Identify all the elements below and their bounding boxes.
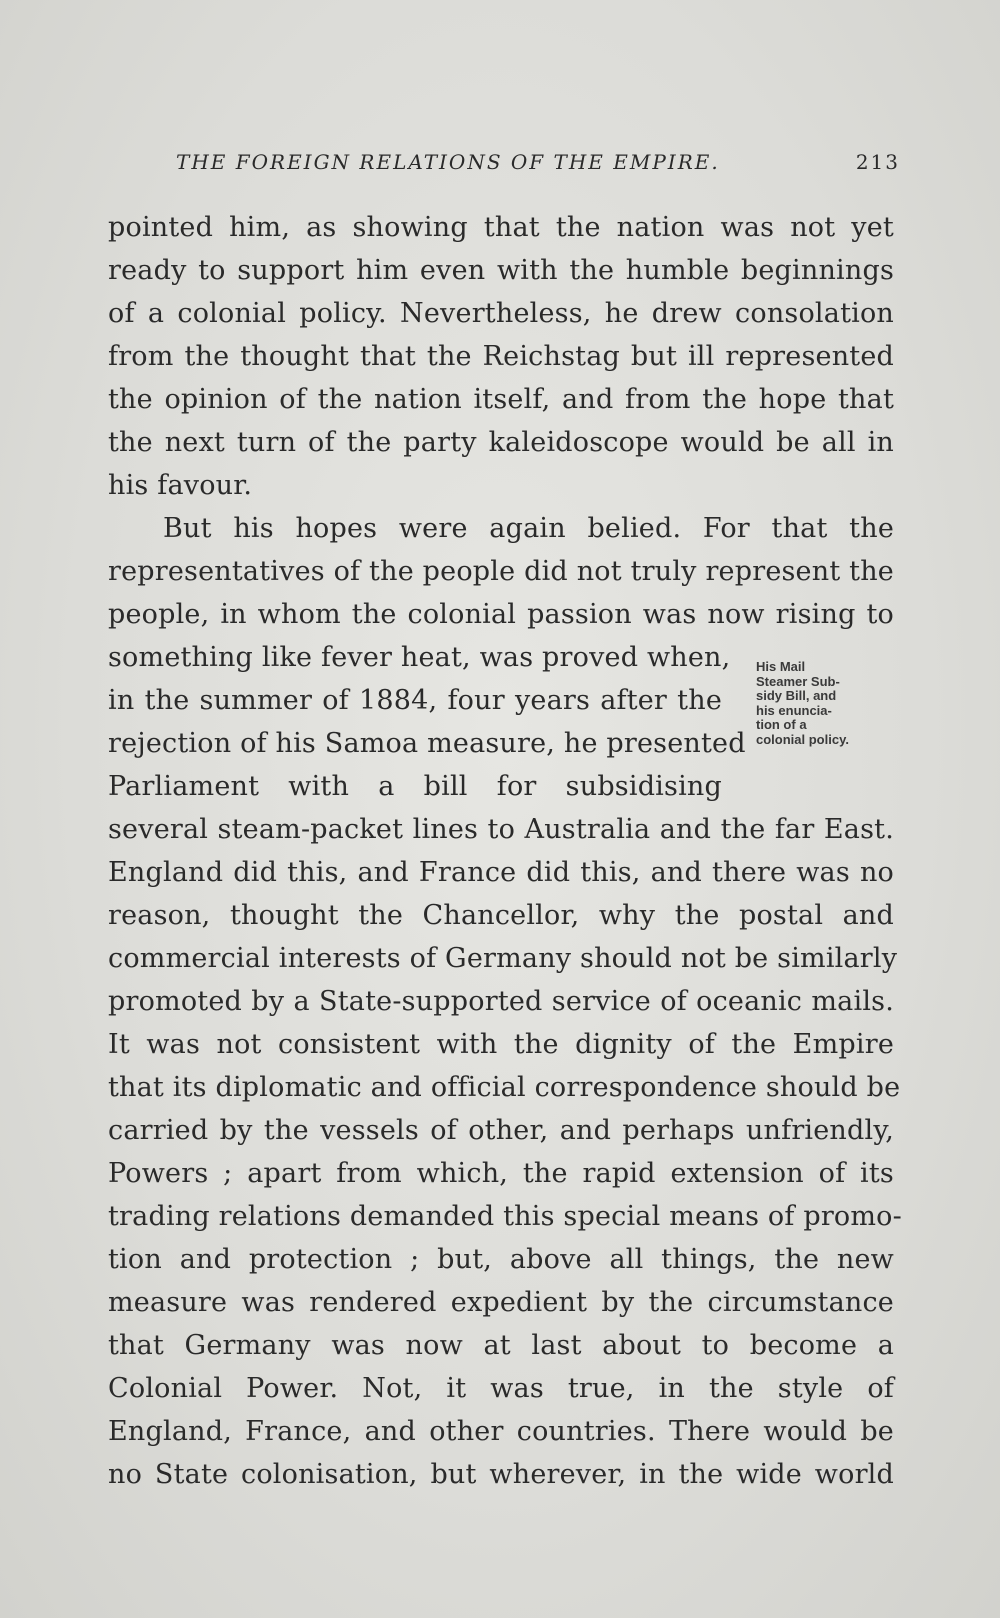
text-line: Powers ; apart from which, the rapid extension of its: [108, 1158, 894, 1189]
marginal-note-line: tion of a: [756, 717, 807, 732]
text-line: the opinion of the nation itself, and from the hope that: [108, 384, 894, 415]
text-line: something like fever heat, was proved when,: [108, 642, 731, 673]
text-line: It was not consistent with the dignity of the Empire: [108, 1029, 894, 1060]
text-line: the next turn of the party kaleidoscope would be all in: [108, 427, 894, 458]
running-head-title: THE FOREIGN RELATIONS OF THE EMPIRE.: [176, 150, 720, 174]
text-line: that its diplomatic and official correspondence should be: [108, 1072, 901, 1103]
text-line: reason, thought the Chancellor, why the postal and: [108, 900, 894, 931]
text-line: several steam-packet lines to Australia and the far East.: [108, 814, 894, 845]
text-line: England did this, and France did this, and there was no: [108, 857, 894, 888]
text-line: people, in whom the colonial passion was now rising to: [108, 599, 894, 630]
text-line: rejection of his Samoa measure, he presented: [108, 728, 746, 759]
text-line: of a colonial policy. Nevertheless, he drew consolation: [108, 298, 894, 329]
text-line: pointed him, as showing that the nation was not yet: [108, 212, 894, 243]
marginal-note-line: sidy Bill, and: [756, 688, 837, 703]
text-line: that Germany was now at last about to become a: [108, 1330, 894, 1361]
text-line: ready to support him even with the humble beginnings: [108, 255, 894, 286]
text-line: measure was rendered expedient by the circumstance: [108, 1287, 894, 1318]
text-line: England, France, and other countries. There would be: [108, 1416, 894, 1447]
text-line: commercial interests of Germany should not be similarly: [108, 943, 898, 974]
text-line: his favour.: [108, 470, 253, 501]
text-line: in the summer of 1884, four years after the: [108, 685, 722, 716]
text-line: from the thought that the Reichstag but ill represented: [108, 341, 894, 372]
text-line: representatives of the people did not truly represent the: [108, 556, 894, 587]
text-line: Parliament with a bill for subsidising: [108, 771, 722, 802]
text-line: promoted by a State-supported service of oceanic mails.: [108, 986, 894, 1017]
marginal-note-line: colonial policy.: [756, 731, 849, 747]
running-head: [176, 150, 900, 186]
text-line: trading relations demanded this special means of promo-: [108, 1201, 902, 1232]
marginal-note: [756, 660, 906, 747]
marginal-note-line: his enuncia-: [756, 702, 832, 718]
text-line: Colonial Power. Not, it was true, in the style of: [108, 1373, 894, 1404]
text-line: But his hopes were again belied. For that the: [163, 513, 894, 544]
text-line: tion and protection ; but, above all things, the new: [108, 1244, 894, 1275]
text-line: carried by the vessels of other, and perhaps unfriendly,: [108, 1115, 894, 1146]
marginal-note-line: Steamer Sub-: [756, 673, 840, 689]
page-number: 213: [855, 150, 900, 174]
text-line: no State colonisation, but wherever, in the wide world: [108, 1459, 894, 1490]
marginal-note-line: His Mail: [756, 659, 806, 674]
